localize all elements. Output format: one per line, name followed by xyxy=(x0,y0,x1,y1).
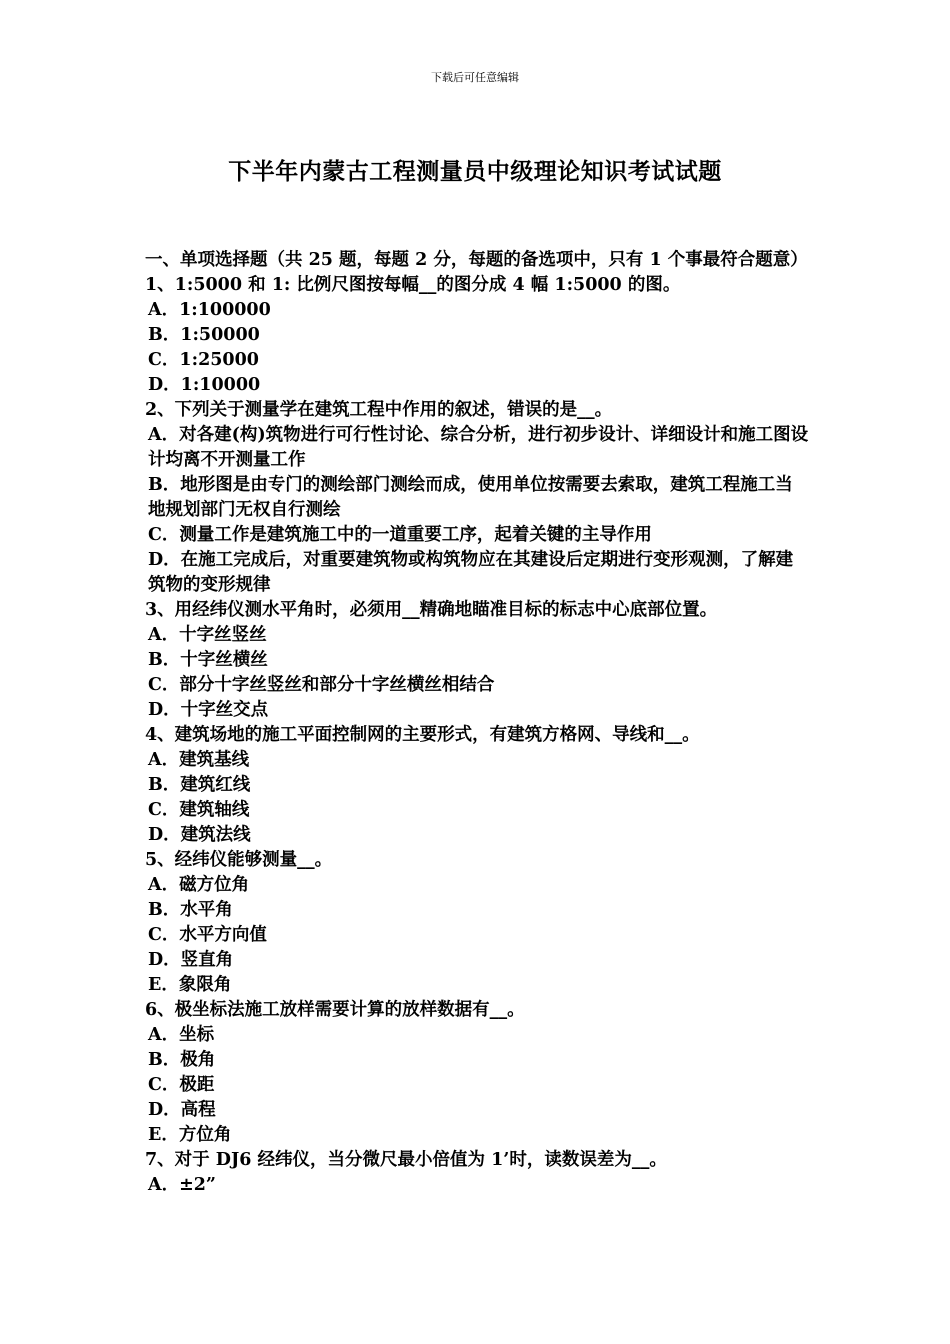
section-heading: 一、单项选择题（共 25 题，每题 2 分，每题的备选项中，只有 1 个事最符合题意） xyxy=(145,250,808,270)
option-c: C．测量工作是建筑施工中的一道重要工序，起着关键的主导作用 xyxy=(148,525,652,545)
option-a: A．1:100000 xyxy=(148,300,271,320)
option-b: B．极角 xyxy=(148,1050,216,1070)
option-d: D．1:10000 xyxy=(148,375,261,395)
question-stem: 2、下列关于测量学在建筑工程中作用的叙述，错误的是__。 xyxy=(145,400,613,420)
option-a: A．坐标 xyxy=(148,1025,215,1045)
option-d: D．高程 xyxy=(148,1100,216,1120)
question-6 xyxy=(145,998,810,1148)
option-c: C．1:25000 xyxy=(148,350,259,370)
option-d: D．竖直角 xyxy=(148,950,234,970)
question-stem: 6、极坐标法施工放样需要计算的放样数据有__。 xyxy=(145,1000,525,1020)
option-b: B．水平角 xyxy=(148,900,233,920)
option-a: A．十字丝竖丝 xyxy=(148,625,267,645)
document-body xyxy=(145,248,810,1198)
option-d: D．十字丝交点 xyxy=(148,700,269,720)
question-stem: 3、用经纬仪测水平角时，必须用__精确地瞄准目标的标志中心底部位置。 xyxy=(145,600,718,620)
question-stem: 1、1:5000 和 1: 比例尺图按每幅__的图分成 4 幅 1:5000 的图。 xyxy=(145,275,681,295)
option-d: D．建筑法线 xyxy=(148,825,251,845)
option-e: E．象限角 xyxy=(148,975,232,995)
option-b: B．地形图是由专门的测绘部门测绘而成，使用单位按需要去索取，建筑工程施工当地规划部门无权自行测绘 xyxy=(148,475,793,520)
option-c: C．建筑轴线 xyxy=(148,800,250,820)
question-stem: 5、经纬仪能够测量__。 xyxy=(145,850,333,870)
option-a: A．建筑基线 xyxy=(148,750,250,770)
option-b: B．建筑红线 xyxy=(148,775,251,795)
question-stem: 7、对于 DJ6 经纬仪，当分微尺最小倍值为 1’时，读数误差为__。 xyxy=(145,1150,667,1170)
option-c: C．部分十字丝竖丝和部分十字丝横丝相结合 xyxy=(148,675,495,695)
document-title: 下半年内蒙古工程测量员中级理论知识考试试题 xyxy=(228,158,722,185)
question-4 xyxy=(145,723,810,848)
option-c: C．极距 xyxy=(148,1075,215,1095)
question-2 xyxy=(145,398,810,598)
option-a: A．磁方位角 xyxy=(148,875,250,895)
question-1 xyxy=(145,273,810,398)
option-c: C．水平方向值 xyxy=(148,925,267,945)
question-3 xyxy=(145,598,810,723)
question-7 xyxy=(145,1148,810,1198)
option-a: A．±2” xyxy=(148,1175,216,1195)
question-5 xyxy=(145,848,810,998)
option-b: B．十字丝横丝 xyxy=(148,650,268,670)
option-b: B．1:50000 xyxy=(148,325,260,345)
option-d: D．在施工完成后，对重要建筑物或构筑物应在其建设后定期进行变形观测，了解建筑物的变形规律 xyxy=(148,550,794,595)
header-note: 下载后可任意编辑 xyxy=(431,71,519,84)
question-stem: 4、建筑场地的施工平面控制网的主要形式，有建筑方格网、导线和__。 xyxy=(145,725,700,745)
option-a: A．对各建(构)筑物进行可行性讨论、综合分析，进行初步设计、详细设计和施工图设计均离不开测量工作 xyxy=(148,425,809,470)
option-e: E．方位角 xyxy=(148,1125,232,1145)
